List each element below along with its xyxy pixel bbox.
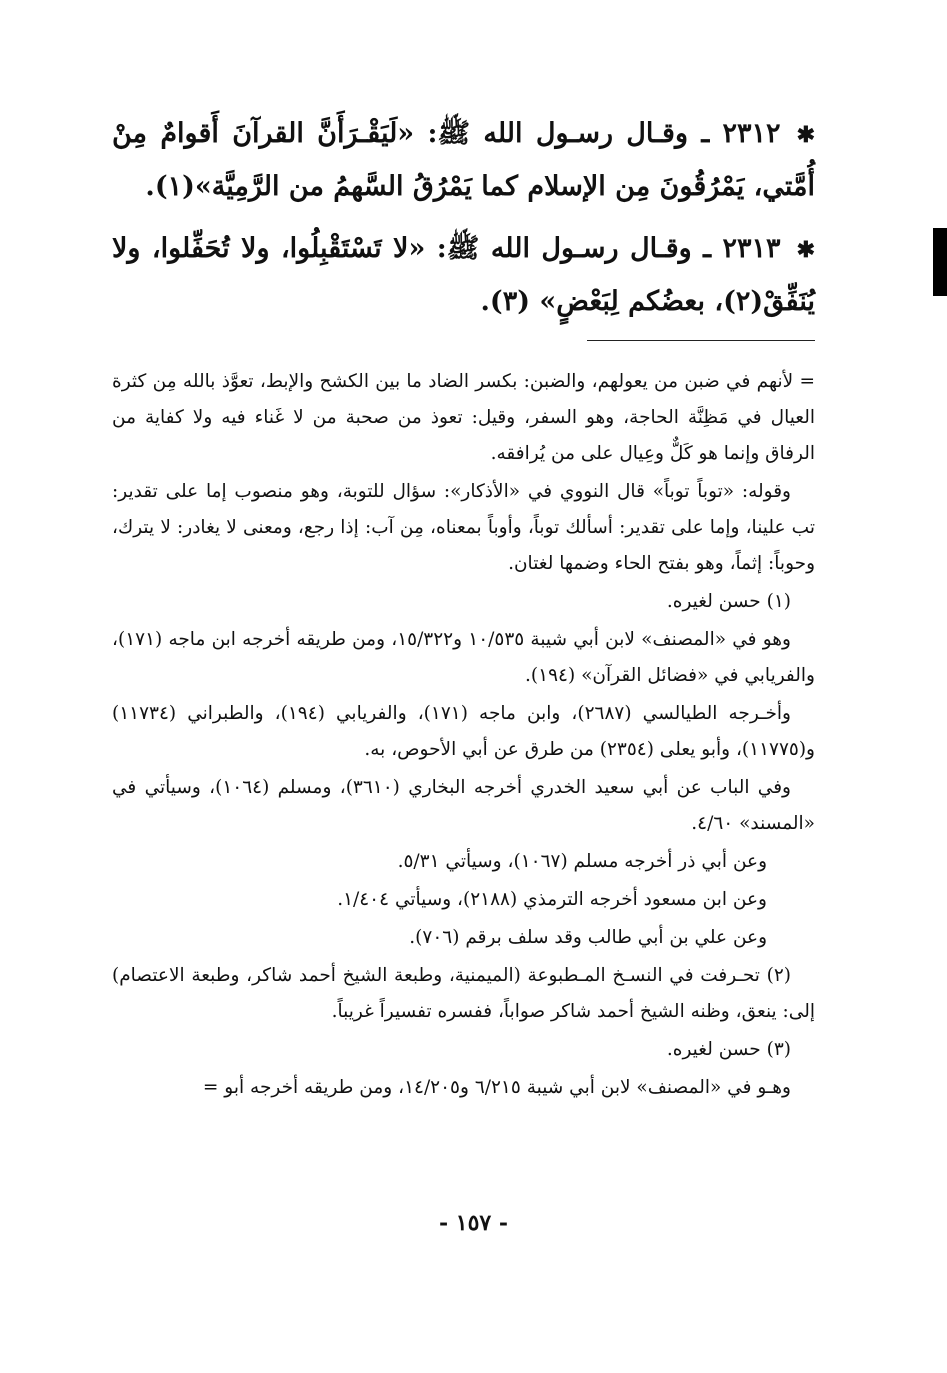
page-number: - ١٥٧ - <box>438 1210 509 1236</box>
footnote-continuation: = لأنهم في ضبن من يعولهم، والضبن: بكسر الضاد ما بين الكشح والإبط، تعوَّذ بالله مِن كثرة العيال في مَظِنَّة الحاجة، وهو السفر، وقيل: تعوذ من صحبة من لا غَناء فيه ولا كفاية من الرفاق وإنما هو كَلٌّ وعِيال على من يُرافقه. <box>112 371 815 464</box>
footnote-paragraph: وهو في «المصنف» لابن أبي شيبة ١٠/٥٣٥ و١٥/٣٢٢، ومن طريقه أخرجه ابن ماجه (١٧١)، والفريابي في «فضائل القرآن» (١٩٤). <box>112 629 815 686</box>
hadith-2313 <box>112 223 815 328</box>
star-icon: ✱ <box>796 237 815 263</box>
footnote-3-heading: (٣) حسن لغيره. <box>666 1039 791 1060</box>
thumb-index-tab <box>933 228 947 296</box>
footnote-separator <box>587 340 815 341</box>
footnote-paragraph: وقوله: «توباً توباً» قال النووي في «الأذكار»: سؤال للتوبة، وهو منصوب إما على تقدير: تب علينا، وإما على تقدير: أسألك توباً، وأوباً بمعناه، مِن آب: إذا رجع، ومعنى لا يغادر: لا يترك، وحوباً: إثماً، وهو بفتح الحاء وضمها لغتان. <box>112 481 815 574</box>
hadith-2312 <box>112 108 815 213</box>
footnote-paragraph: وعن ابن مسعود أخرجه الترمذي (٢١٨٨)، وسيأتي ١/٤٠٤. <box>337 889 767 910</box>
footnote-paragraph: وعن أبي ذر أخرجه مسلم (١٠٦٧)، وسيأتي ٥/٣١. <box>397 851 767 872</box>
hadith-text: ٢٣١٢ ـ وقـال رسـول الله ﷺ: «لَيَقْـرَأَنَّ القرآنَ أَقوامٌ مِنْ أُمَّتي، يَمْرُقُونَ مِن الإسلام كما يَمْرُقُ السَّهمُ من الرَّمِيَّة»(١). <box>112 118 815 202</box>
footnote-paragraph: وفي الباب عن أبي سعيد الخدري أخرجه البخاري (٣٦١٠)، ومسلم (١٠٦٤)، وسيأتي في «المسند» ٤/٦٠. <box>112 777 815 834</box>
footnote-paragraph: وهـو في «المصنف» لابن أبي شيبة ٦/٢١٥ و١٤/٢٠٥، ومن طريقه أخرجه أبو = <box>202 1077 791 1098</box>
footnote-paragraph: وأخـرجه الطيالسي (٢٦٨٧)، وابن ماجه (١٧١)، والفريابي (١٩٤)، والطبراني (١١٧٣٤) و(١١٧٧٥)، وأبو يعلى (٢٣٥٤) من طرق عن أبي الأحوص، به. <box>112 703 815 760</box>
footnote-2: (٢) تحـرفت في النسـخ المـطبوعة (الميمنية، وطبعة الشيخ أحمد شاكر، وطبعة الاعتصام) إلى: ينعق، وظنه الشيخ أحمد شاكر صواباً، ففسره تفسيراً غريباً. <box>112 965 815 1022</box>
footnotes <box>112 364 815 1108</box>
main-text <box>112 108 815 338</box>
footnote-paragraph: وعن علي بن أبي طالب وقد سلف برقم (٧٠٦). <box>409 927 767 948</box>
hadith-text: ٢٣١٣ ـ وقـال رسـول الله ﷺ: «لا تَسْتَقْبِلُوا، ولا تُحَفِّلوا، ولا يُنَفِّقْ(٢)، بعضُكم لِبَعْضٍ» (٣). <box>112 233 815 317</box>
footnote-1-heading: (١) حسن لغيره. <box>666 591 791 612</box>
star-icon: ✱ <box>796 122 815 148</box>
